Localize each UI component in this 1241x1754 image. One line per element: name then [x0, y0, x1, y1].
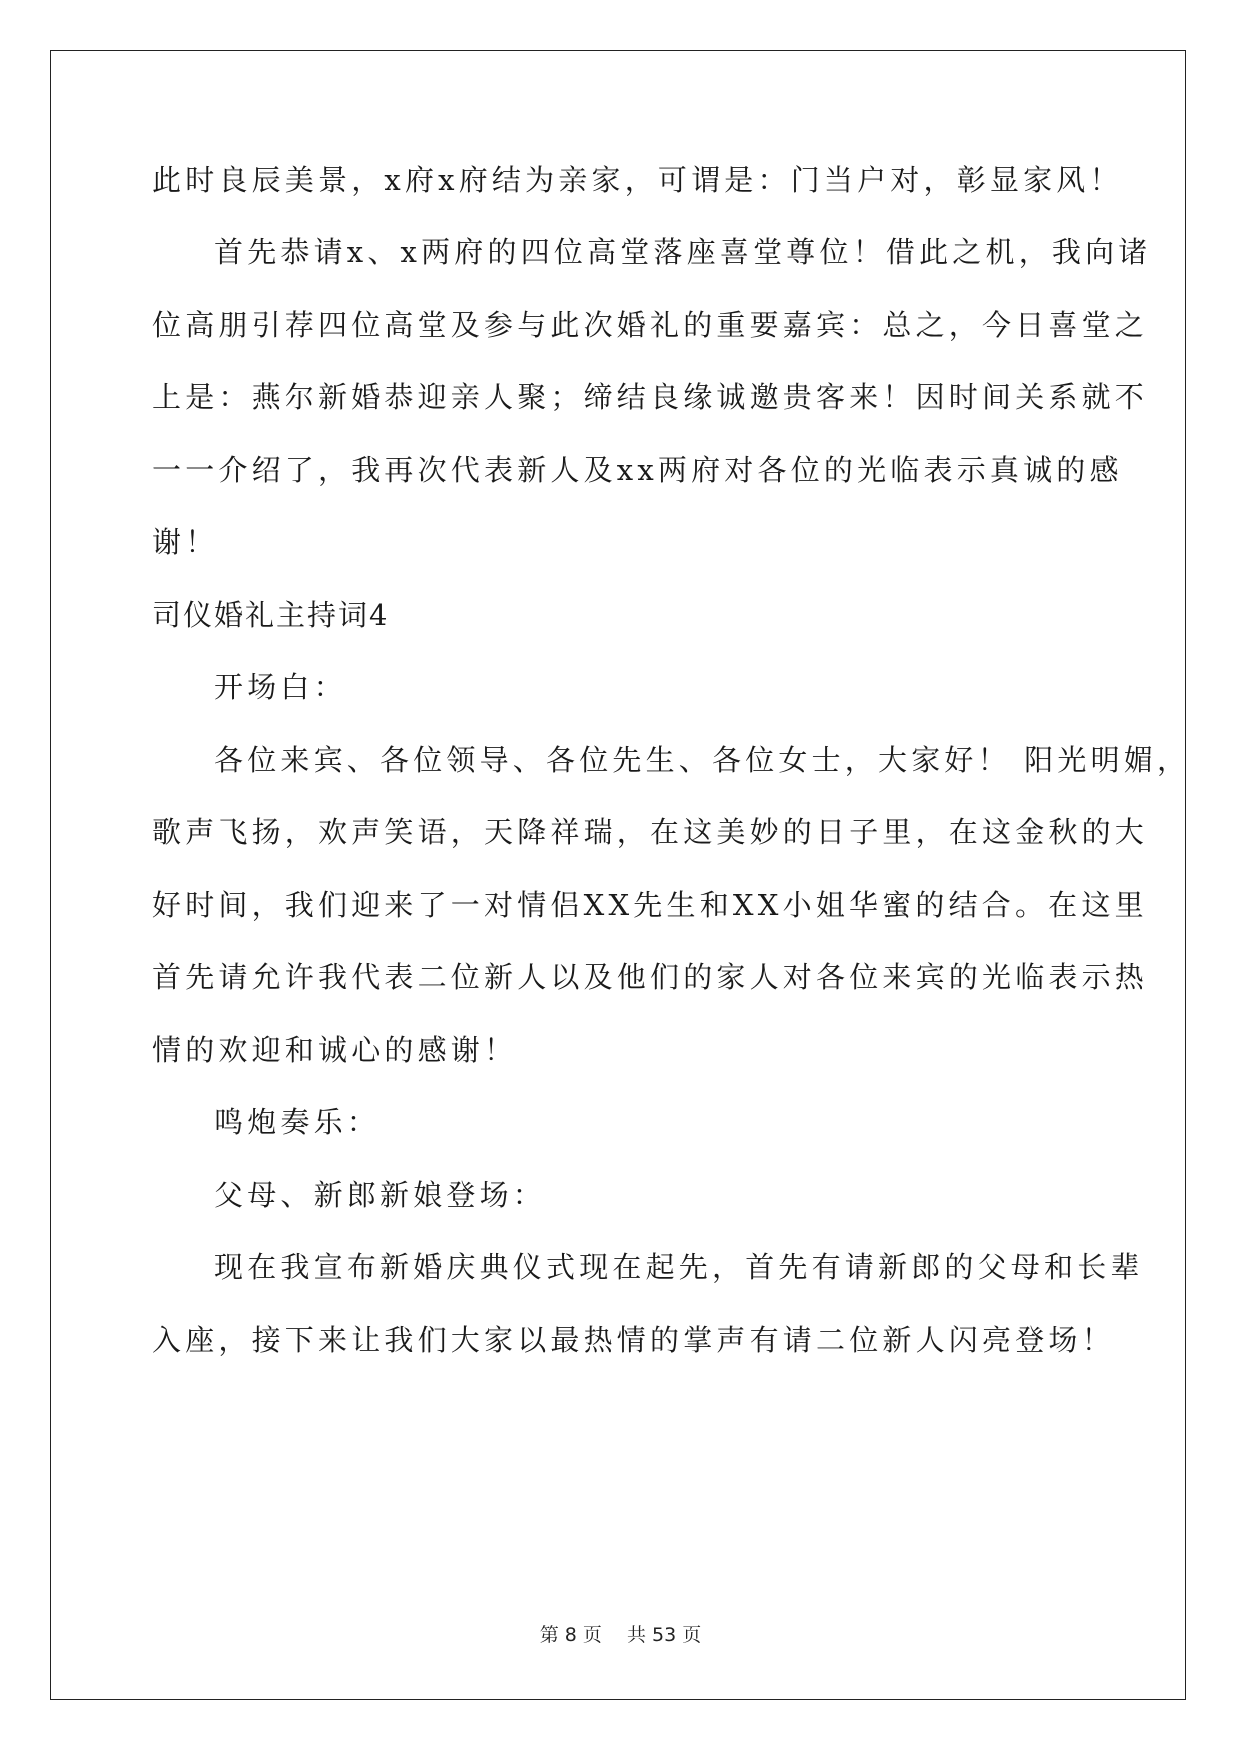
text-line: 谢！ — [152, 525, 219, 559]
text-line: 鸣炮奏乐： — [214, 1105, 381, 1139]
text-line: 首先请允许我代表二位新人以及他们的家人对各位来宾的光临表示热 — [152, 960, 1149, 994]
text-line: 上是：燕尔新婚恭迎亲人聚；缔结良缘诚邀贵客来！因时间关系就不 — [152, 380, 1149, 414]
text-line: 位高朋引荐四位高堂及参与此次婚礼的重要嘉宾：总之，今日喜堂之 — [152, 308, 1149, 342]
text-line: 好时间，我们迎来了一对情侣XX先生和XX小姐华蜜的结合。在这里 — [152, 888, 1148, 922]
section-heading: 司仪婚礼主持词4 — [152, 598, 390, 632]
text-line: 首先恭请x、x两府的四位高堂落座喜堂尊位！借此之机，我向诸 — [214, 235, 1152, 269]
text-line: 父母、新郎新娘登场： — [214, 1178, 547, 1212]
text-line: 情的欢迎和诚心的感谢！ — [152, 1033, 518, 1067]
text-line: 入座，接下来让我们大家以最热情的掌声有请二位新人闪亮登场！ — [152, 1323, 1115, 1357]
text-line: 现在我宣布新婚庆典仪式现在起先，首先有请新郎的父母和长辈 — [214, 1250, 1144, 1284]
text-line: 一一介绍了，我再次代表新人及xx两府对各位的光临表示真诚的感 — [152, 453, 1123, 487]
page-border — [50, 50, 1186, 1700]
text-line: 开场白： — [214, 670, 347, 704]
text-line: 各位来宾、各位领导、各位先生、各位女士，大家好！ 阳光明媚， — [214, 743, 1191, 777]
text-line: 此时良辰美景，x府x府结为亲家，可谓是：门当户对，彰显家风！ — [152, 163, 1123, 197]
page-number: 第 8 页 共 53 页 — [539, 1624, 702, 1646]
text-line: 歌声飞扬，欢声笑语，天降祥瑞，在这美妙的日子里，在这金秋的大 — [152, 815, 1149, 849]
